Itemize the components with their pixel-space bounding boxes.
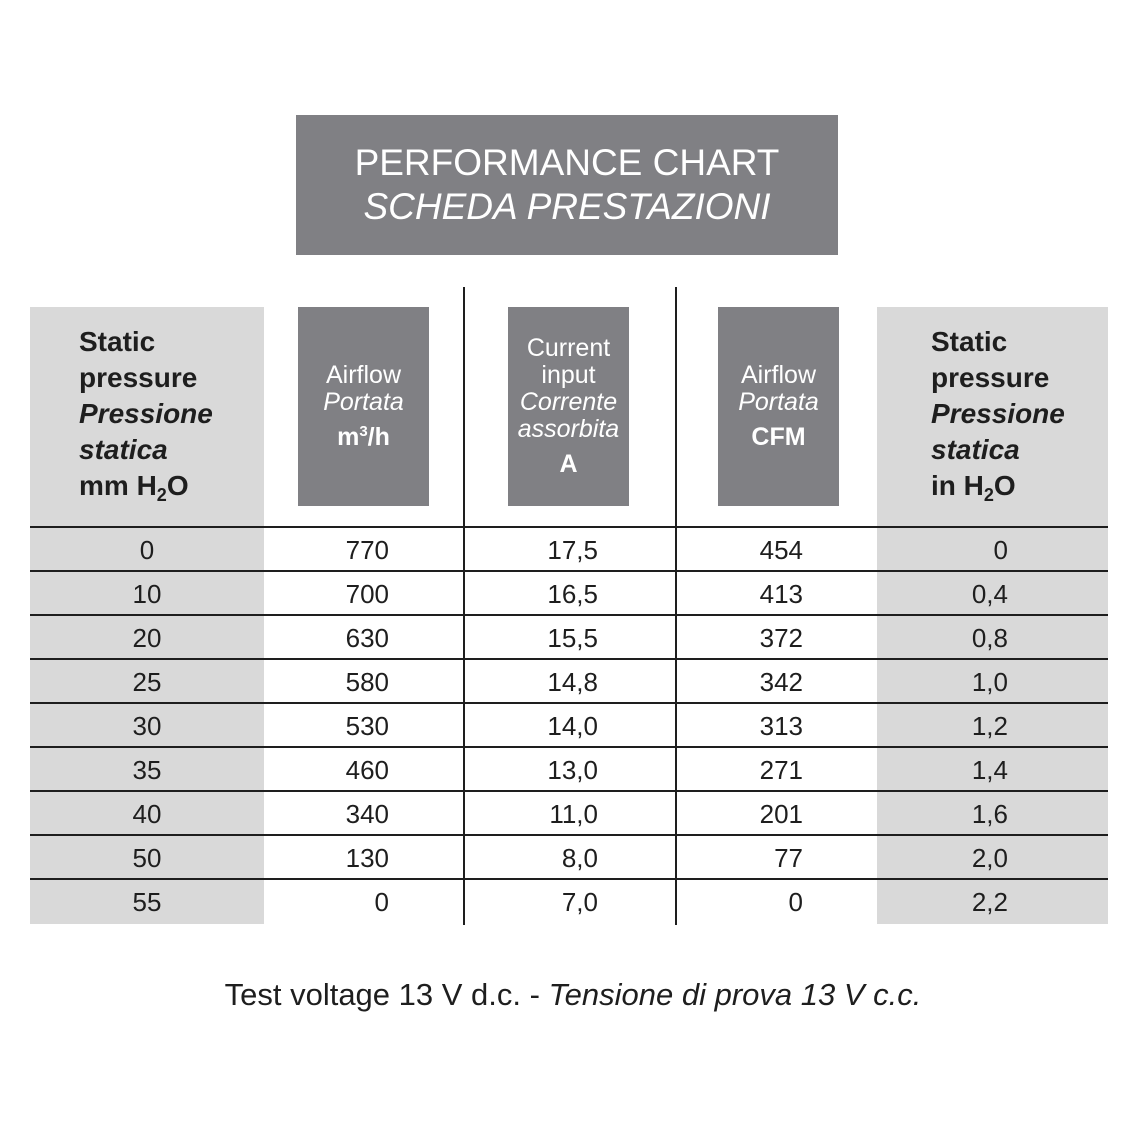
current-cell: 13,0: [547, 755, 598, 785]
title-it: SCHEDA PRESTAZIONI: [363, 186, 771, 227]
current-cell: 8,0: [561, 843, 598, 873]
table-row: [0, 792, 1146, 836]
pressure-in-cell: 1,0: [971, 667, 1008, 697]
header-cfm-label: Airflow: [740, 361, 816, 389]
header-cfm-unit: CFM: [751, 423, 806, 451]
table-row: [0, 660, 1146, 704]
airflow-cfm-cell: 342: [759, 667, 803, 697]
pressure-in-cell: 1,4: [971, 755, 1008, 785]
header-current-unit: A: [559, 450, 578, 478]
current-cell: 17,5: [547, 535, 598, 565]
header-left-line4: statica: [79, 434, 168, 465]
airflow-m3h-cell: 340: [345, 799, 389, 829]
pressure-mm-cell: 10: [132, 579, 162, 609]
pressure-in-cell: 0: [993, 535, 1008, 565]
airflow-cfm-cell: 201: [759, 799, 803, 829]
pressure-in-cell: 2,0: [971, 843, 1008, 873]
table-row: [0, 836, 1146, 880]
table-row: [0, 880, 1146, 924]
footer-en: Test voltage 13 V d.c. -: [224, 977, 549, 1012]
pressure-mm-cell: 35: [132, 755, 162, 785]
pressure-in-cell: 0,4: [971, 579, 1008, 609]
header-m3h-unit: $m^3/h$: [337, 423, 390, 451]
header-static-pressure-in: [931, 324, 1065, 504]
table-row: [0, 748, 1146, 792]
header-left-line2: pressure: [79, 362, 198, 393]
header-current-line3: Corrente: [519, 388, 618, 416]
airflow-cfm-cell: 413: [759, 579, 803, 609]
airflow-cfm-cell: 372: [759, 623, 803, 653]
current-cell: 16,5: [547, 579, 598, 609]
chart-title-box: [296, 115, 838, 255]
header-left-line3: Pressione: [79, 398, 213, 429]
title-en: PERFORMANCE CHART: [354, 142, 780, 183]
header-current-input: [508, 307, 629, 506]
current-cell: 7,0: [561, 887, 598, 917]
header-airflow-m3h: [298, 307, 429, 506]
airflow-cfm-cell: 313: [759, 711, 803, 741]
current-cell: 14,8: [547, 667, 598, 697]
airflow-cfm-cell: 0: [788, 887, 803, 917]
airflow-cfm-cell: 77: [774, 843, 803, 873]
current-cell: 15,5: [547, 623, 598, 653]
header-portata-label: Portata: [323, 388, 404, 416]
pressure-in-cell: 1,2: [971, 711, 1008, 741]
table-row: [0, 528, 1146, 572]
airflow-m3h-cell: 770: [345, 535, 389, 565]
header-left-line1: Static: [79, 326, 156, 357]
pressure-mm-cell: 50: [132, 843, 162, 873]
header-current-line4: assorbita: [517, 415, 620, 443]
header-static-pressure-mm: [79, 324, 213, 504]
pressure-in-cell: 0,8: [971, 623, 1008, 653]
airflow-m3h-cell: 700: [345, 579, 389, 609]
pressure-mm-cell: 40: [132, 799, 162, 829]
airflow-cfm-cell: 454: [759, 535, 803, 565]
current-cell: 11,0: [549, 799, 598, 829]
header-airflow-label: Airflow: [325, 361, 401, 389]
airflow-m3h-cell: 530: [345, 711, 389, 741]
pressure-mm-cell: 20: [132, 623, 162, 653]
airflow-m3h-cell: 0: [374, 887, 389, 917]
pressure-mm-cell: 25: [132, 667, 162, 697]
airflow-m3h-cell: 460: [345, 755, 389, 785]
pressure-mm-cell: 30: [132, 711, 162, 741]
header-cfm-portata: Portata: [738, 388, 819, 416]
header-right-line1: Static: [931, 326, 1008, 357]
table-row: [0, 572, 1146, 616]
test-voltage-note: [0, 973, 1146, 1017]
airflow-m3h-cell: 630: [345, 623, 389, 653]
header-current-line2: input: [541, 361, 596, 389]
airflow-m3h-cell: 130: [345, 843, 389, 873]
header-left-unit: mm $H_2O$: [79, 470, 189, 505]
table-row: [0, 616, 1146, 660]
header-right-unit: in $H_2O$: [931, 470, 1016, 505]
current-cell: 14,0: [547, 711, 598, 741]
header-right-line2: pressure: [931, 362, 1050, 393]
airflow-cfm-cell: 271: [759, 755, 803, 785]
header-right-line3: Pressione: [931, 398, 1065, 429]
header-current-line1: Current: [526, 334, 611, 362]
pressure-in-cell: 2,2: [971, 887, 1008, 917]
pressure-mm-cell: 55: [132, 887, 162, 917]
pressure-in-cell: 1,6: [971, 799, 1008, 829]
airflow-m3h-cell: 580: [345, 667, 389, 697]
header-airflow-cfm: [718, 307, 839, 506]
footer-it: Tensione di prova 13 V c.c.: [548, 977, 922, 1012]
pressure-mm-cell: 0: [139, 535, 155, 565]
table-row: [0, 704, 1146, 748]
header-right-line4: statica: [931, 434, 1020, 465]
